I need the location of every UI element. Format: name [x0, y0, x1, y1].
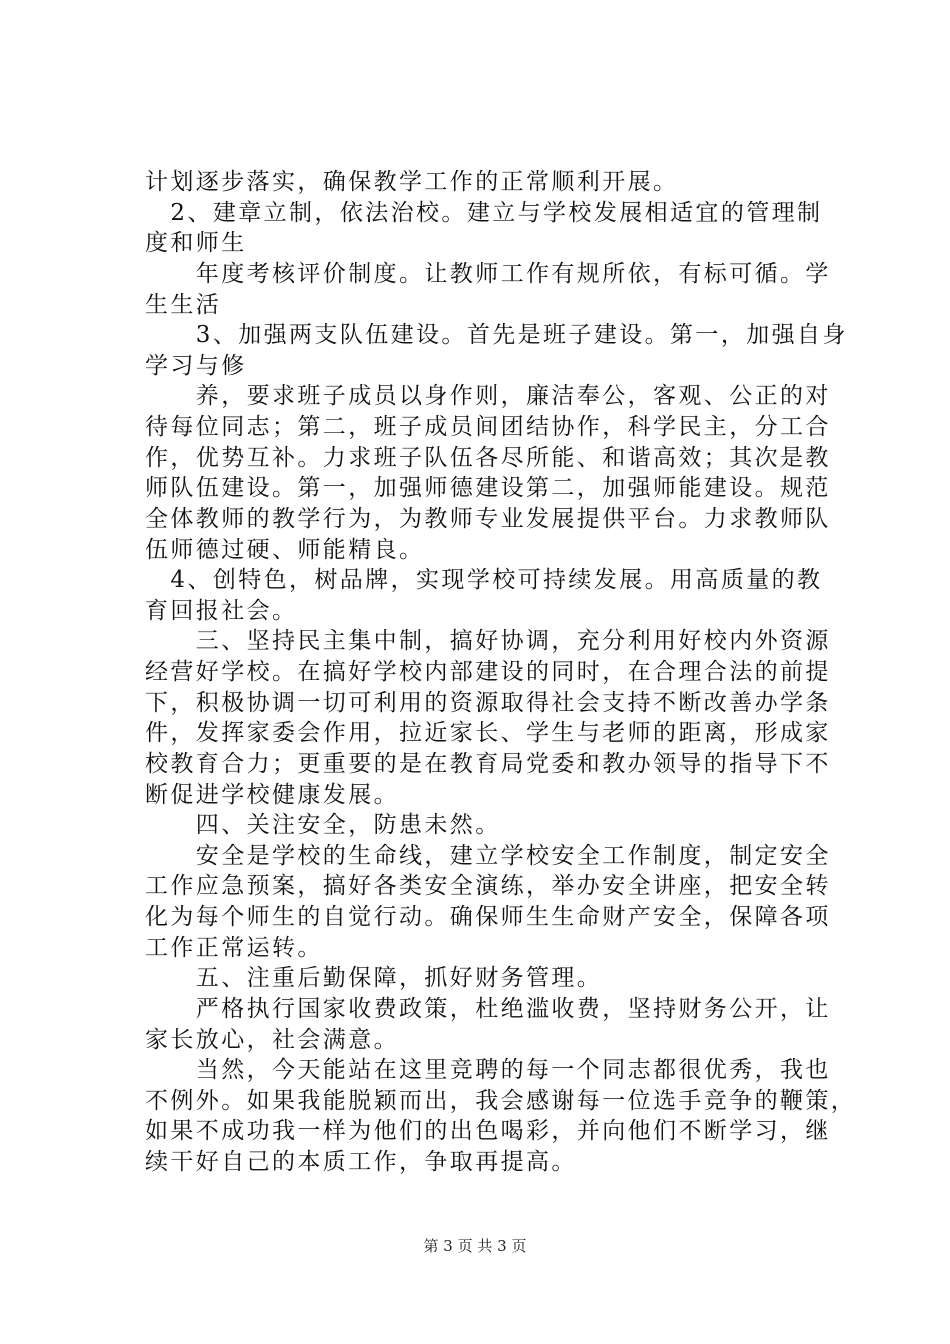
text-line: 当然，今天能站在这里竞聘的每一个同志都很优秀，我也	[145, 1057, 831, 1083]
text-line: 严格执行国家收费政策，杜绝滥收费，坚持财务公开，让	[145, 996, 831, 1022]
text-line: 育回报社会。	[145, 598, 298, 624]
text-line: 五、注重后勤保障，抓好财务管理。	[145, 965, 603, 991]
text-line: 如果不成功我一样为他们的出色喝彩，并向他们不断学习，继	[145, 1118, 831, 1144]
text-line: 师队伍建设。第一，加强师德建设第二，加强师能建设。规范	[145, 475, 831, 501]
page-footer: 第 3 页 共 3 页	[423, 1237, 527, 1255]
text-line: 计划逐步落实，确保教学工作的正常顺利开展。	[145, 169, 679, 195]
text-line: 断促进学校健康发展。	[145, 782, 399, 808]
text-line: 3、加强两支队伍建设。首先是班子建设。第一，加强自身	[145, 322, 848, 348]
text-line: 2、建章立制，依法治校。建立与学校发展相适宜的管理制	[145, 200, 823, 226]
text-line: 下，积极协调一切可利用的资源取得社会支持不断改善办学条	[145, 690, 831, 716]
text-line: 年度考核评价制度。让教师工作有规所依，有标可循。学	[145, 261, 831, 287]
text-line: 养，要求班子成员以身作则，廉洁奉公，客观、公正的对	[145, 383, 831, 409]
text-line: 度和师生	[145, 230, 247, 256]
text-line: 4、创特色，树品牌，实现学校可持续发展。用高质量的教	[145, 567, 823, 593]
text-line: 工作应急预案，搞好各类安全演练，举办安全讲座，把安全转	[145, 873, 831, 899]
text-line: 工作正常运转。	[145, 935, 323, 961]
text-line: 全体教师的教学行为，为教师专业发展提供平台。力求教师队	[145, 506, 831, 532]
text-line: 件，发挥家委会作用，拉近家长、学生与老师的距离，形成家	[145, 720, 831, 746]
text-line: 四、关注安全，防患未然。	[145, 812, 501, 838]
text-line: 校教育合力；更重要的是在教育局党委和教办领导的指导下不	[145, 751, 831, 777]
text-line: 不例外。如果我能脱颖而出，我会感谢每一位选手竞争的鞭策，	[145, 1088, 857, 1114]
text-line: 续干好自己的本质工作，争取再提高。	[145, 1149, 577, 1175]
text-line: 经营好学校。在搞好学校内部建设的同时，在合理合法的前提	[145, 659, 831, 685]
text-line: 三、坚持民主集中制，搞好协调，充分利用好校内外资源	[145, 628, 831, 654]
text-line: 生生活	[145, 292, 222, 318]
text-line: 家长放心，社会满意。	[145, 1027, 399, 1053]
text-line: 伍师德过硬、师能精良。	[145, 537, 425, 563]
text-line: 安全是学校的生命线，建立学校安全工作制度，制定安全	[145, 843, 831, 869]
text-line: 作，优势互补。力求班子队伍各尽所能、和谐高效；其次是教	[145, 445, 831, 471]
text-line: 化为每个师生的自觉行动。确保师生生命财产安全，保障各项	[145, 904, 831, 930]
text-line: 待每位同志；第二，班子成员间团结协作，科学民主，分工合	[145, 414, 831, 440]
text-line: 学习与修	[145, 353, 247, 379]
